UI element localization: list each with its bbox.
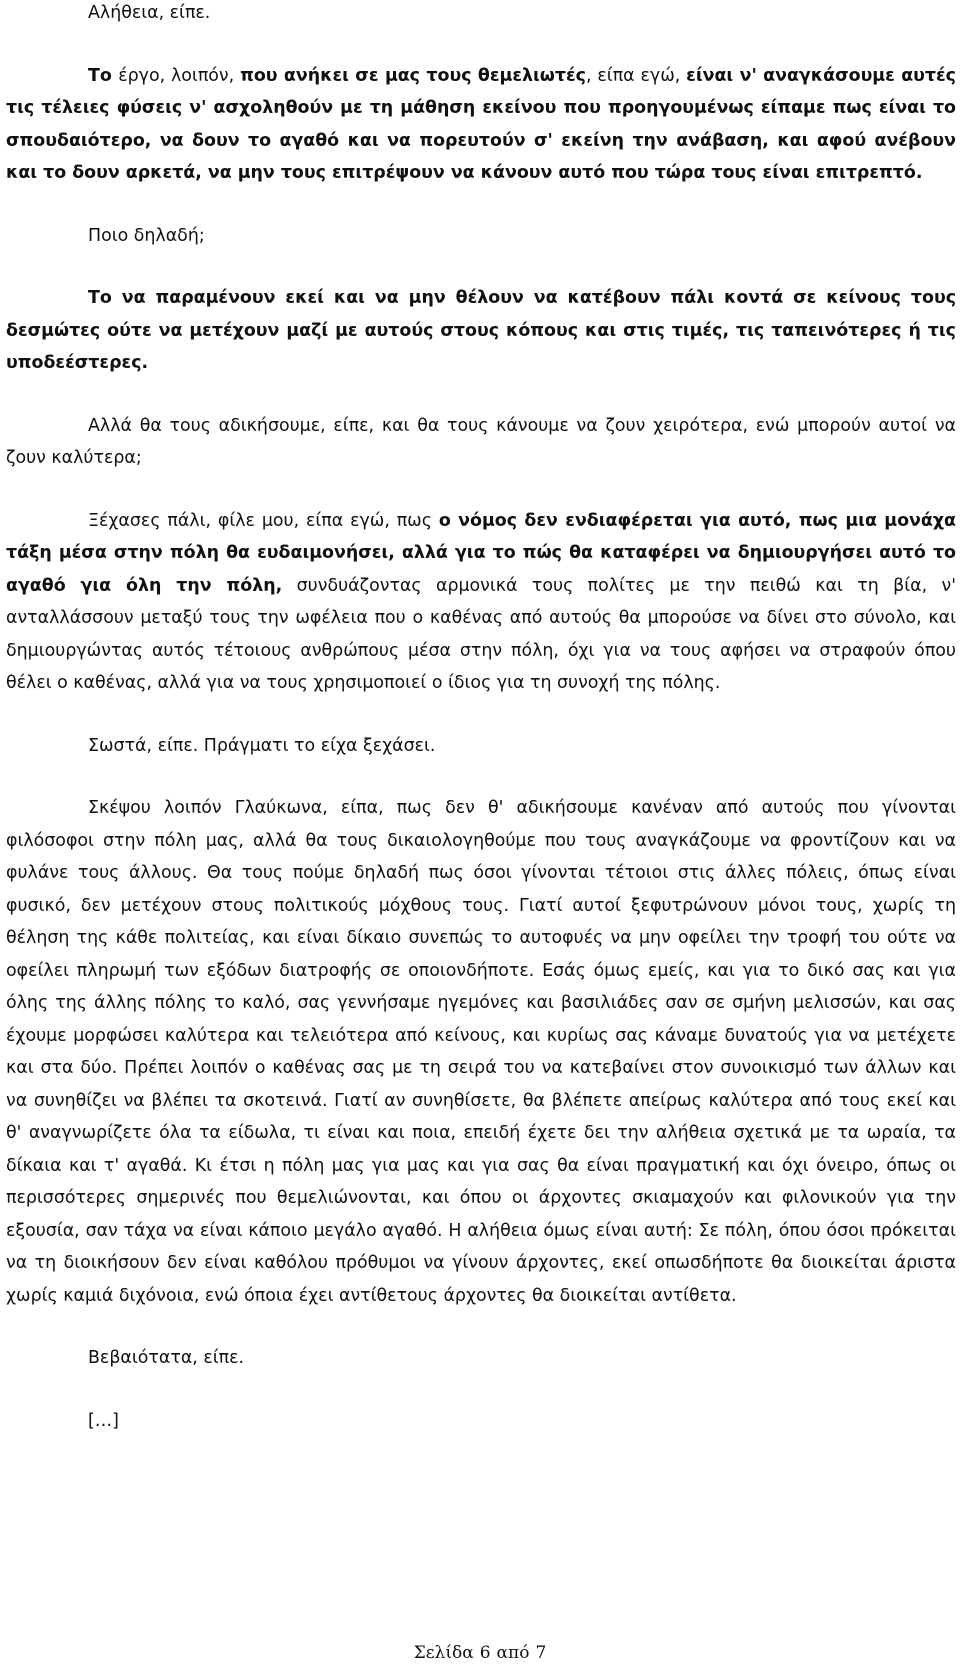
- paragraph-2-bold-a: Το: [88, 65, 119, 86]
- paragraph-3: [6, 220, 956, 253]
- paragraph-10: [6, 1405, 956, 1438]
- paragraph-3-text: Ποιο δηλαδή;: [88, 225, 205, 246]
- paragraph-5: [6, 410, 956, 475]
- paragraph-6-regular-b: συνδυάζοντας αρμονικά τους πολίτες με την πειθώ και τη βία, ν' ανταλλάσσουν μεταξύ τους την ωφέλεια που ο καθένας από αυτούς θα μπορούσε να δίνει στο σύνολο, και δημιουργώντας αυτός τέτοιους ανθρώπους μέσα στην πόλη, όχι για να τους αφήσει να στραφούν όπου θέλει ο καθένας, αλλά για να τους χρησιμοποιεί ο ίδιος για τη συνοχή της πόλης.: [6, 575, 956, 693]
- document-page: [6, 0, 956, 1437]
- paragraph-1: [6, 0, 956, 30]
- paragraph-2-regular-a: έργο: [118, 65, 160, 86]
- page-of-label: από: [496, 1643, 530, 1663]
- paragraph-7-text: Σωστά, είπε. Πράγματι το είχα ξεχάσει.: [88, 735, 436, 756]
- paragraph-6: [6, 505, 956, 700]
- paragraph-2-regular-b: , λοιπόν,: [159, 65, 241, 86]
- paragraph-1-text: Αλήθεια, είπε.: [88, 3, 211, 23]
- page-number-footer: [0, 1641, 960, 1665]
- paragraph-6-bold: ο νόμος δεν ενδιαφέρεται για αυτό, πως μια μονάχα τάξη μέσα στην πόλη θα ευδαιμονήσει, αλλά για το πώς θα καταφέρει να δημιουργήσει αυτό το αγαθό για όλη την πόλη,: [6, 510, 956, 596]
- paragraph-7: [6, 730, 956, 763]
- paragraph-6-regular-a: Ξέχασες πάλι, φίλε μου, είπα εγώ, πως: [88, 510, 439, 531]
- paragraph-4-text: Το να παραμένουν εκεί και να μην θέλουν να κατέβουν πάλι κοντά σε κείνους τους δεσμώτες ούτε να μετέχουν μαζί με αυτούς στους κόπους και στις τιμές, τις ταπεινότερες ή τις υποδεέστερες.: [6, 288, 956, 373]
- paragraph-10-text: […]: [88, 1410, 119, 1431]
- paragraph-4: [6, 282, 956, 380]
- paragraph-2-bold-c: είναι ν' αναγκάσουμε αυτές τις τέλειες φύσεις ν' ασχοληθούν με τη μάθηση εκείνου που προηγουμένως είπαμε πως είναι το σπουδαιότερο, να δουν το αγαθό και να πορευτούν σ' εκείνη την ανάβαση, και αφού ανέβουν και το δουν αρκετά, να μην τους επιτρέψουν να κάνουν αυτό που τώρα τους είναι επιτρεπτό.: [6, 65, 956, 183]
- total-pages-number: 7: [535, 1643, 547, 1663]
- paragraph-5-text: Αλλά θα τους αδικήσουμε, είπε, και θα τους κάνουμε να ζουν χειρότερα, ενώ μπορούν αυτοί να ζουν καλύτερα;: [6, 415, 956, 468]
- paragraph-9-text: Βεβαιότατα, είπε.: [88, 1348, 245, 1368]
- current-page-number: 6: [479, 1643, 491, 1663]
- paragraph-2-regular-c: , είπα εγώ,: [586, 65, 687, 86]
- paragraph-2: [6, 60, 956, 190]
- paragraph-2-bold-b: που ανήκει σε μας τους θεμελιωτές: [240, 65, 586, 86]
- paragraph-9: [6, 1342, 956, 1375]
- paragraph-8-text: Σκέψου λοιπόν Γλαύκωνα, είπα, πως δεν θ' αδικήσουμε κανέναν από αυτούς που γίνονται φιλόσοφοι στην πόλη μας, αλλά θα τους δικαιολογηθούμε που τους αναγκάζουμε να φροντίζουν και να φυλάνε τους άλλους. Θα τους πούμε δηλαδή πως όσοι γίνονται τέτοιοι στις άλλες πόλεις, όπως είναι φυσικό, δεν μετέχουν στους πολιτικούς μόχθους τους. Γιατί αυτοί ξεφυτρώνουν μόνοι τους, χωρίς τη θέληση της κάθε πολιτείας, και είναι δίκαιο συνεπώς το αυτοφυές να μην οφείλει την τροφή του ούτε να οφείλει πληρωμή των εξόδων διατροφής σε οποιονδήποτε. Εσάς όμως εμείς, και για το δικό σας και για όλης της άλλης πόλης το καλό, σας γεννήσαμε ηγεμόνες και βασιλιάδες σαν σε σμήνη μελισσών, και σας έχουμε μορφώσει καλύτερα και τελειότερα από κείνους, και κυρίως σας κάναμε δυνατούς για να μετέχετε και στα δύο. Πρέπει λοιπόν ο καθένας σας με τη σειρά του να κατεβαίνει στον συνοικισμό των άλλων και να συνηθίζει να βλέπει τα σκοτεινά. Γιατί αν συνηθίσετε, θα βλέπετε απείρως καλύτερα από τους εκεί και θ' αναγνωρίζετε όλα τα είδωλα, τι είναι και ποια, επειδή έχετε δει την αλήθεια σχετικά με τα ωραία, τα δίκαια και τ' αγαθά. Κι έτσι η πόλη μας για μας και για σας θα είναι πραγματική και όχι όνειρο, όπως οι περισσότερες σημερινές που θεμελιώνονται, και όπου οι άρχοντες σκιαμαχούν και φιλονικούν για την εξουσία, σαν τάχα να είναι κάποιο μεγάλο αγαθό. Η αλήθεια όμως είναι αυτή: Σε πόλη, όπου όσοι πρόκειται να τη διοικήσουν δεν είναι καθόλου πρόθυμοι να γίνουν άρχοντες, εκεί οπωσδήποτε θα διοικείται άριστα χωρίς καμιά διχόνοια, ενώ όποια έχει αντίθετους άρχοντες θα διοικείται αντίθετα.: [6, 798, 956, 1306]
- paragraph-8: [6, 792, 956, 1312]
- page-label: Σελίδα: [413, 1643, 474, 1663]
